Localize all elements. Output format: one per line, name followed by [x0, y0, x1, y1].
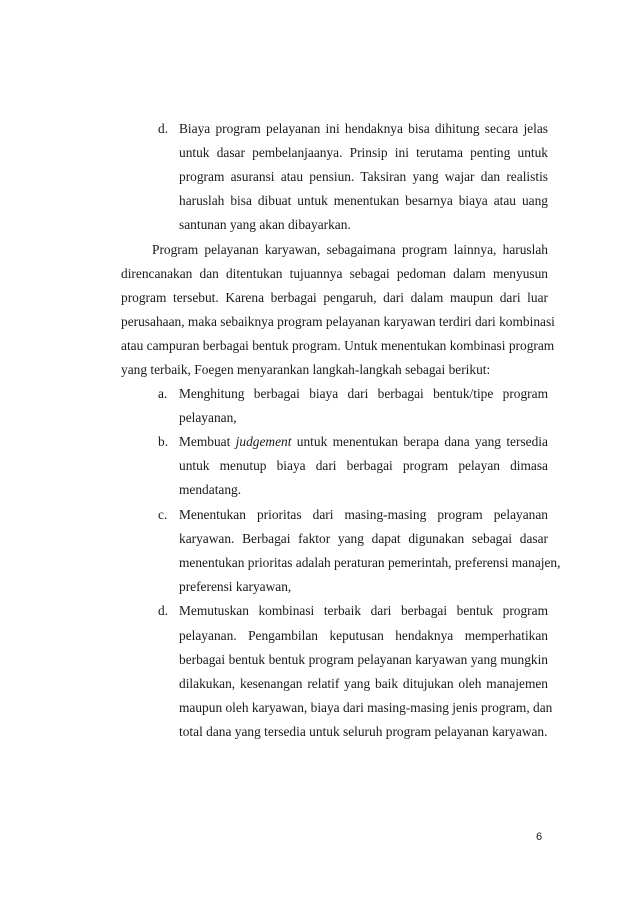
paragraph-line: Program pelayanan karyawan, sebagaimana program lainnya, haruslah: [152, 242, 548, 257]
list-item-text: Memutuskan kombinasi terbaik dari berbagai bentuk program: [179, 603, 548, 618]
list-item-text: untuk dasar pembelanjaanya. Prinsip ini terutama penting untuk: [179, 145, 548, 160]
list-item-text: menentukan prioritas adalah peraturan pemerintah, preferensi manajen,: [179, 555, 561, 570]
list-item-text: haruslah bisa dibuat untuk menentukan besarnya biaya atau uang: [179, 193, 548, 208]
list-item-text: preferensi karyawan,: [179, 579, 292, 594]
list-item-text: Menentukan prioritas dari masing-masing program pelayanan: [179, 507, 548, 522]
list-item-text: berbagai bentuk bentuk program pelayanan karyawan yang mungkin: [179, 652, 548, 667]
paragraph-line: direncanakan dan ditentukan tujuannya sebagai pedoman dalam menyusun: [121, 266, 548, 281]
paragraph-line: yang terbaik, Foegen menyarankan langkah-langkah sebagai berikut:: [121, 362, 491, 377]
list-item-text: maupun oleh karyawan, biaya dari masing-masing jenis program, dan: [179, 700, 553, 715]
list-item-text: mendatang.: [179, 482, 242, 497]
list-item-text: dilakukan, kesenangan relatif yang baik ditujukan oleh manajemen: [179, 676, 548, 691]
list-item-text: pelayanan,: [179, 410, 237, 425]
list-item-text: Biaya program pelayanan ini hendaknya bisa dihitung secara jelas: [179, 121, 548, 136]
italic-term: judgement: [235, 434, 292, 449]
text-run: untuk menentukan berapa dana yang tersedia: [296, 434, 548, 449]
list-item-text: pelayanan. Pengambilan keputusan hendaknya memperhatikan: [179, 628, 548, 643]
list-item-text: santunan yang akan dibayarkan.: [179, 217, 351, 232]
list-marker: d.: [158, 121, 169, 136]
list-marker: b.: [158, 434, 169, 449]
list-marker: d.: [158, 603, 169, 618]
list-marker: a.: [158, 386, 168, 401]
list-item-text: total dana yang tersedia untuk seluruh program pelayanan karyawan.: [179, 724, 548, 739]
list-marker: c.: [158, 507, 168, 522]
list-item-text: Menghitung berbagai biaya dari berbagai bentuk/tipe program: [179, 386, 548, 401]
paragraph-line: perusahaan, maka sebaiknya program pelayanan karyawan terdiri dari kombinasi: [121, 314, 555, 329]
list-item-text: karyawan. Berbagai faktor yang dapat digunakan sebagai dasar: [179, 531, 548, 546]
page-number: 6: [536, 831, 543, 843]
paragraph-line: program tersebut. Karena berbagai pengaruh, dari dalam maupun dari luar: [121, 290, 548, 305]
list-item-text: [179, 433, 548, 451]
list-item-text: program asuransi atau pensiun. Taksiran yang wajar dan realistis: [179, 169, 548, 184]
paragraph-line: atau campuran berbagai bentuk program. Untuk menentukan kombinasi program: [121, 338, 555, 353]
text-run: Membuat: [179, 434, 231, 449]
list-item-text: untuk menutup biaya dari berbagai program pelayan dimasa: [179, 458, 548, 473]
